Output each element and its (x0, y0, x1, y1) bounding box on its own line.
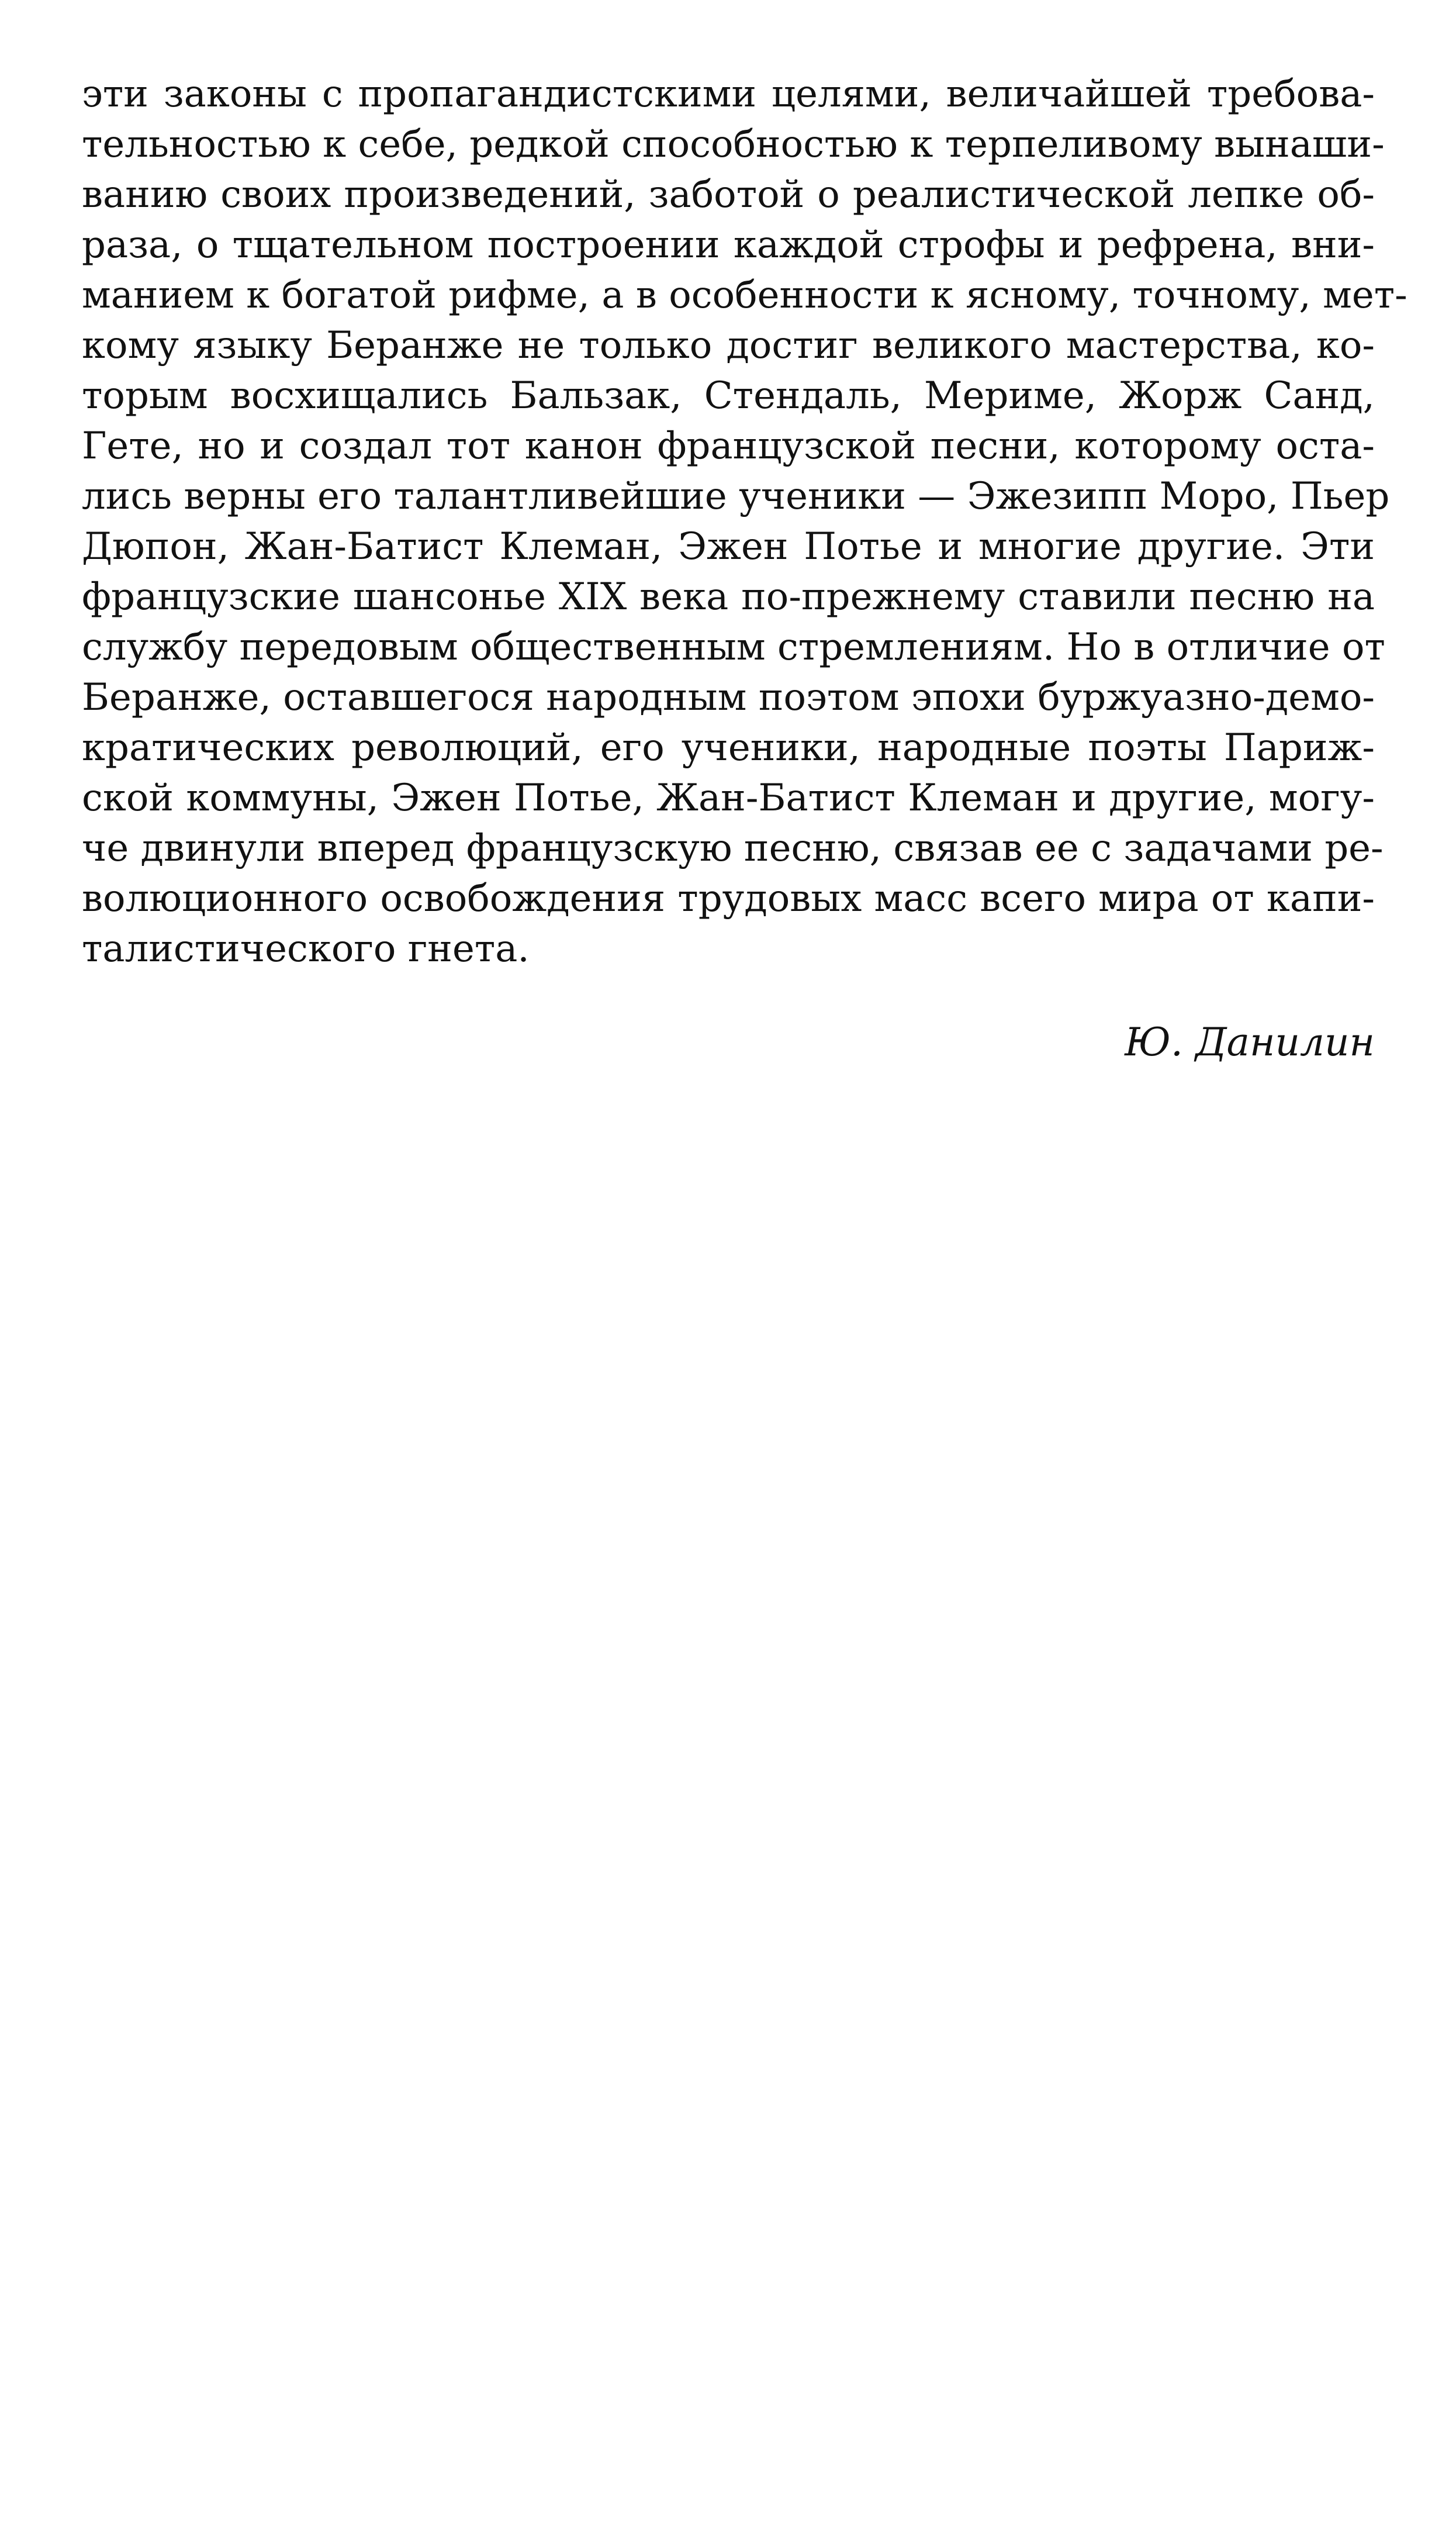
text-line: французские шансонье XIX века по-прежнему ставили песню на (82, 575, 1375, 619)
text-line: службу передовым общественным стремлениям. Но в отличие от (82, 626, 1385, 669)
text-line: тельностью к себе, редкой способностью к терпеливому вынаши- (82, 123, 1385, 166)
text-line: ванию своих произведений, заботой о реалистической лепке об- (82, 173, 1375, 216)
text-line: манием к богатой рифме, а в особенности к ясному, точному, мет- (82, 274, 1407, 317)
text-line: ской коммуны, Эжен Потье, Жан-Батист Клеман и другие, могу- (82, 776, 1375, 820)
body-paragraph (82, 69, 1407, 974)
text-line: волюционного освобождения трудовых масс всего мира от капи- (82, 877, 1375, 920)
text-line: че двинули вперед французскую песню, связав ее с задачами ре- (82, 827, 1384, 870)
text-line: кому языку Беранже не только достиг великого мастерства, ко- (82, 324, 1375, 367)
text-line: торым восхищались Бальзак, Стендаль, Мериме, Жорж Санд, (82, 374, 1375, 417)
text-line: кратических революций, его ученики, народные поэты Париж- (82, 726, 1375, 769)
text-line: лись верны его талантливейшие ученики — Эжезипп Моро, Пьер (82, 475, 1390, 518)
text-line: Гете, но и создал тот канон французской песни, которому оста- (82, 424, 1375, 468)
author-signature: Ю. Данилин (1125, 1020, 1375, 1065)
text-line: Дюпон, Жан-Батист Клеман, Эжен Потье и многие другие. Эти (82, 525, 1375, 568)
text-line: Беранже, оставшегося народным поэтом эпохи буржуазно-демо- (82, 676, 1375, 719)
text-line-last: талистического гнета. (82, 927, 530, 971)
text-line: эти законы с пропагандистскими целями, величайшей требова- (82, 73, 1375, 116)
text-line: раза, о тщательном построении каждой строфы и рефрена, вни- (82, 223, 1375, 267)
